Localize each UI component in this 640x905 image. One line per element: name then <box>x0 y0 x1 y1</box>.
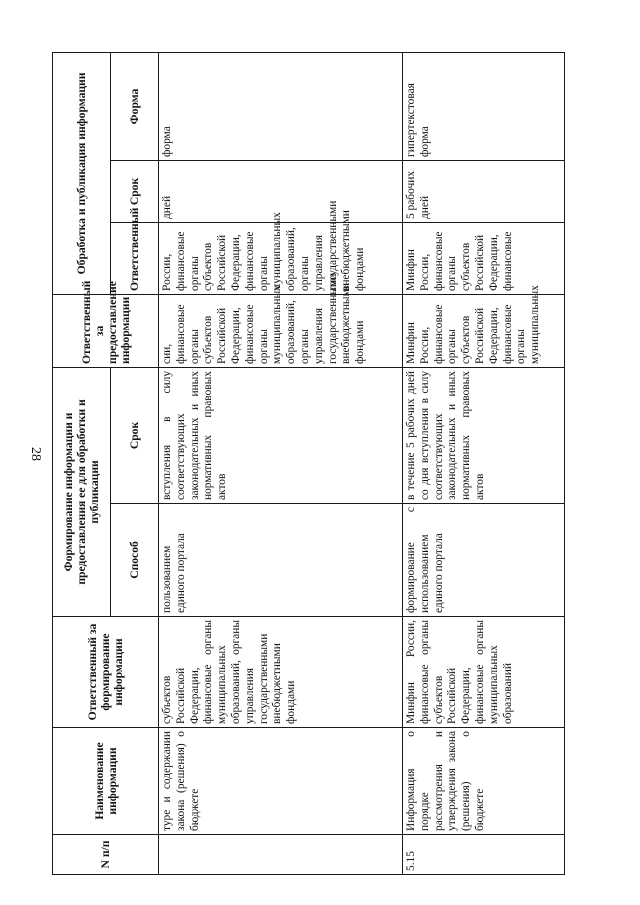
cell-method: формирование с использованием единого портала <box>403 504 565 617</box>
cell-processing-form: гипертекстовая форма <box>403 52 565 160</box>
cell-name: туре и содержании закона (решения) о бюджете <box>159 728 403 835</box>
header-num: N п/п <box>53 835 159 875</box>
cell-responsible-forming: субъектов Российской Федерации, финансовые органы муниципальных образований, органы управления государственными внебюджетными фондами <box>159 617 403 728</box>
cell-processing-responsible: Минфин России, финансовые органы субъектов Российской Федерации, финансовые <box>403 222 565 294</box>
cell-method: пользованием единого портала <box>159 504 403 617</box>
cell-num: 5.15 <box>403 835 565 875</box>
table-row <box>159 52 403 874</box>
header-responsible-forming: Ответственный за формирование информации <box>53 617 159 728</box>
cell-processing-form: форма <box>159 52 403 160</box>
cell-processing-term: дней <box>159 160 403 222</box>
cell-processing-responsible: России, финансовые органы субъектов Российской Федерации, финансовые органы муниципальных образований, органы управления государственными внебюджетными фондами <box>159 222 403 294</box>
cell-processing-term: 5 рабочих дней <box>403 160 565 222</box>
header-name: Наименование информации <box>53 728 159 835</box>
cell-term: в течение 5 рабочих дней со дня вступления в силу соответствующих законодательных и иных нормативных правовых актов <box>403 367 565 503</box>
header-forming-group: Формирование информации и предоставления ее для обработки и публикации <box>53 367 111 616</box>
header-responsible-provision: Ответственный за предоставление информации <box>53 294 159 367</box>
table-row <box>403 52 565 874</box>
page-number: 28 <box>28 447 43 461</box>
header-term: Срок <box>111 367 159 503</box>
header-processing-responsible: Ответственный <box>111 222 159 294</box>
cell-responsible-provision: Минфин России, финансовые органы субъектов Российской Федерации, финансовые органы муниципальных <box>403 294 565 367</box>
header-processing-form: Форма <box>111 52 159 160</box>
cell-responsible-provision: сии, финансовые органы субъектов Российской Федерации, финансовые органы муниципальных образований, органы управления государственными внебюджетными фондами <box>159 294 403 367</box>
header-method: Способ <box>111 504 159 617</box>
information-table <box>52 52 565 875</box>
cell-name: Информация о порядке рассмотрения и утверждения закона (решения) о бюджете <box>403 728 565 835</box>
cell-num <box>159 835 403 875</box>
rotated-table-container <box>52 53 608 875</box>
cell-term: вступления в силу соответствующих законодательных и иных нормативных правовых актов <box>159 367 403 503</box>
header-processing-group: Обработка и публикация информации <box>53 52 111 294</box>
cell-responsible-forming: Минфин России, финансовые органы субъектов Российской Федерации, финансовые органы муниципальных образований <box>403 617 565 728</box>
header-processing-term: Срок <box>111 160 159 222</box>
